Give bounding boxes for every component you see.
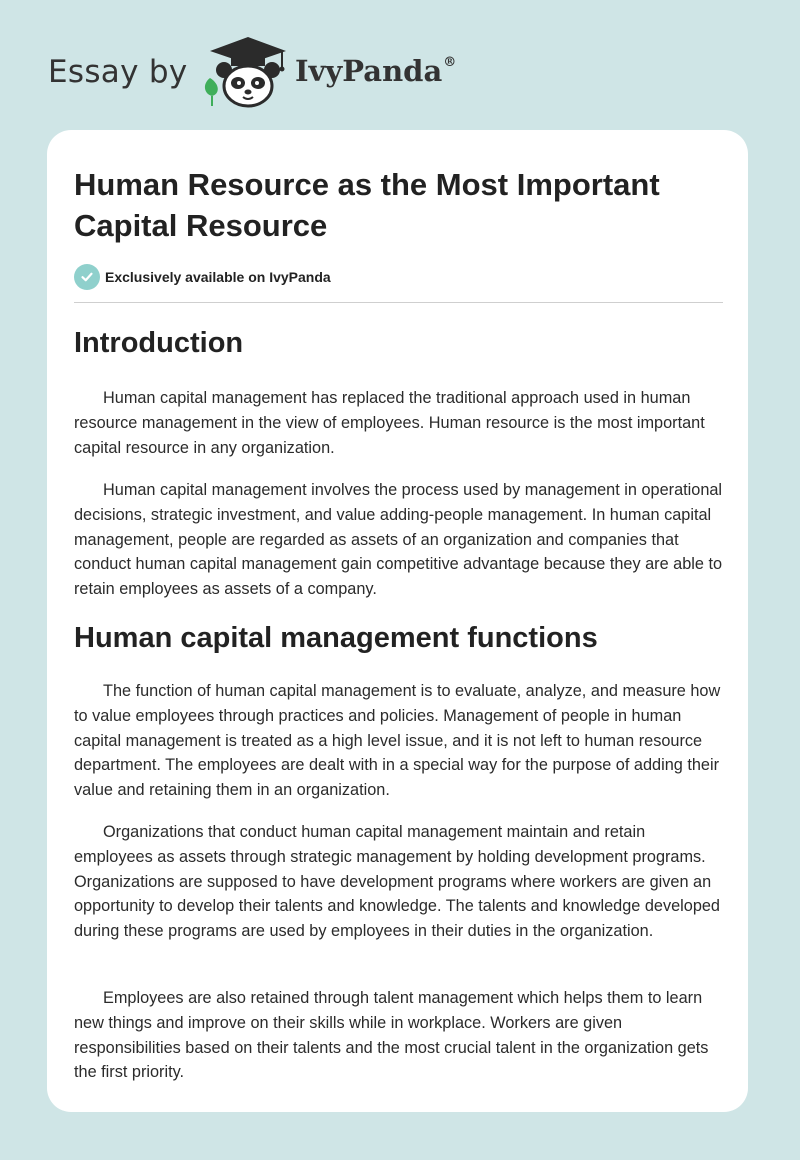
divider: [74, 302, 723, 303]
registered-mark: ®: [443, 55, 457, 71]
essay-card: [47, 130, 748, 1112]
section-heading-introduction: Introduction: [74, 327, 244, 359]
paragraph: Human capital management has replaced the traditional approach used in human resource management in the view of employees. Human resource is the most important capital resource in any organization.: [74, 389, 705, 457]
paragraph: Organizations that conduct human capital management maintain and retain employees as assets through strategic management by holding development programs. Organizations are supposed to have development programs where workers are given an opportunity to develop their talents and knowledge. The talents and knowledge developed during these programs are used by employees in their duties in the organization.: [74, 823, 720, 941]
exclusive-label: Exclusively available on IvyPanda: [105, 269, 331, 285]
site-header: [48, 34, 748, 110]
essay-title: Human Resource as the Most Important Capital Resource: [74, 167, 660, 243]
check-icon: [74, 264, 100, 290]
exclusive-badge: [74, 264, 331, 290]
essay-by-label: Essay by: [48, 54, 188, 90]
paragraph: Human capital management involves the process used by management in operational decisions, strategic investment, and value adding-people management. In human capital management, people are regarded as assets of an organization and companies that conduct human capital management gain competitive advantage because they are able to retain employees as assets of a company.: [74, 481, 723, 599]
brand-name[interactable]: IvyPanda®: [295, 54, 457, 88]
panda-logo-icon[interactable]: [202, 34, 294, 110]
paragraph: Employees are also retained through talent management which helps them to learn new things and improve on their skills while in workplace. Workers are given responsibilities based on their talents and the most crucial talent in the organization gets the first priority.: [74, 989, 709, 1082]
paragraph: The function of human capital management is to evaluate, analyze, and measure how to value employees through practices and policies. Management of people in human capital management is treated as a high level issue, and it is not left to human resource department. The employees are dealt with in a special way for the purpose of adding their value and retaining them in an organization.: [74, 682, 721, 800]
section-heading-functions: Human capital management functions: [74, 622, 598, 654]
